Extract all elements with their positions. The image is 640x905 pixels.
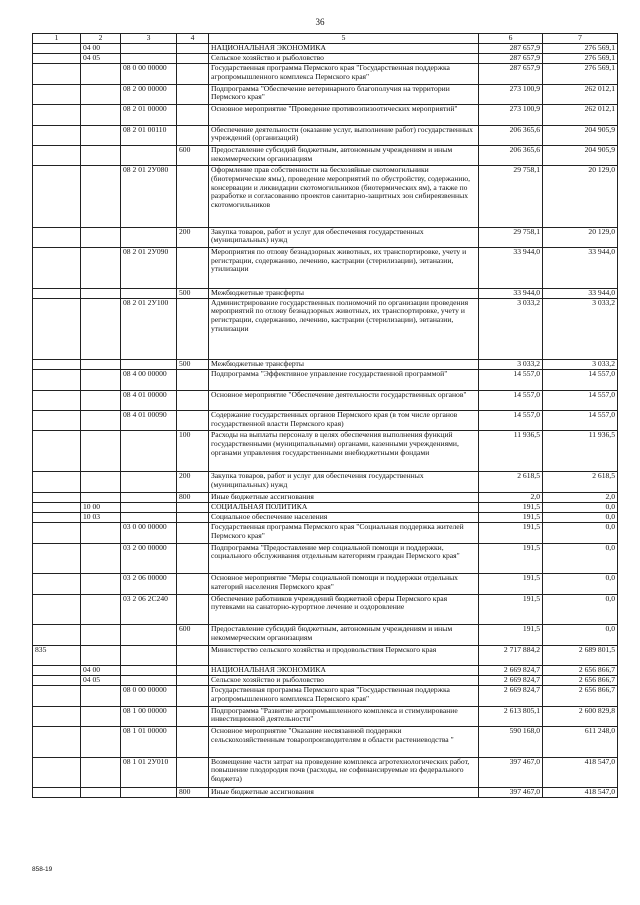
section-code [81,492,121,502]
department-code: 835 [33,645,81,665]
expense-type-code [177,370,209,390]
amount-year-1: 191,5 [479,594,543,625]
section-code: 10 03 [81,513,121,523]
amount-year-2: 276 569,1 [543,54,618,64]
section-code [81,288,121,298]
table-row [33,594,618,625]
table-row [33,502,618,512]
amount-year-2: 14 557,0 [543,390,618,410]
expense-type-code: 800 [177,492,209,502]
amount-year-1: 11 936,5 [479,431,543,472]
expense-type-code [177,502,209,512]
item-name: Межбюджетные трансферты [209,288,479,298]
amount-year-2: 3 033,2 [543,298,618,359]
department-code [33,706,81,726]
section-code [81,574,121,594]
department-code [33,247,81,288]
amount-year-1: 191,5 [479,523,543,543]
expense-type-code: 800 [177,788,209,798]
amount-year-1: 14 557,0 [479,370,543,390]
expense-type-code [177,105,209,125]
target-article-code: 03 2 00 00000 [121,543,177,574]
amount-year-1: 3 033,2 [479,298,543,359]
item-name: Основное мероприятие "Меры социальной помощи и поддержки отдельных категорий населения Пермского края" [209,574,479,594]
expense-type-code [177,757,209,788]
amount-year-2: 20 129,0 [543,227,618,247]
item-name: СОЦИАЛЬНАЯ ПОЛИТИКА [209,502,479,512]
section-code: 04 00 [81,665,121,675]
target-article-code: 08 2 00 00000 [121,84,177,104]
table-row [33,44,618,54]
item-name: Основное мероприятие "Проведение противоэпизоотических мероприятий" [209,105,479,125]
amount-year-1: 287 657,9 [479,64,543,84]
item-name: Государственная программа Пермского края "Государственная поддержка агропромышленного комплекса Пермского края" [209,64,479,84]
item-name: Сельское хозяйство и рыболовство [209,54,479,64]
expense-type-code [177,411,209,431]
section-code [81,431,121,472]
department-code [33,390,81,410]
amount-year-2: 2 689 801,5 [543,645,618,665]
amount-year-1: 2 669 824,7 [479,665,543,675]
amount-year-1: 2,0 [479,492,543,502]
item-name: Министерство сельского хозяйства и продовольствия Пермского края [209,645,479,665]
section-code [81,686,121,706]
amount-year-1: 397 467,0 [479,788,543,798]
expense-type-code [177,44,209,54]
department-code [33,513,81,523]
amount-year-1: 29 758,1 [479,227,543,247]
amount-year-2: 2 656 866,7 [543,676,618,686]
table-row [33,227,618,247]
amount-year-1: 206 365,6 [479,125,543,145]
item-name: Межбюджетные трансферты [209,360,479,370]
section-code [81,227,121,247]
item-name: Подпрограмма "Эффективное управление государственной программой" [209,370,479,390]
department-code [33,288,81,298]
expense-type-code: 500 [177,360,209,370]
table-row [33,625,618,645]
table-row [33,788,618,798]
target-article-code: 03 2 06 2С240 [121,594,177,625]
table-row [33,676,618,686]
header-cell: 6 [479,34,543,44]
table-row [33,686,618,706]
amount-year-2: 33 944,0 [543,288,618,298]
department-code [33,676,81,686]
amount-year-2: 204 905,9 [543,125,618,145]
item-name: Мероприятия по отлову безнадзорных животных, их транспортировке, учету и регистрации, содержанию, лечению, кастрации (стерилизации), эвтаназии, утилизации [209,247,479,288]
amount-year-2: 204 905,9 [543,145,618,165]
target-article-code [121,676,177,686]
item-name: Возмещение части затрат на проведение комплекса агротехнологических работ, повышение плодородия почв (расходы, не софинансируемые из федерального бюджета) [209,757,479,788]
department-code [33,574,81,594]
expense-type-code [177,676,209,686]
amount-year-2: 33 944,0 [543,247,618,288]
department-code [33,788,81,798]
department-code [33,64,81,84]
expense-type-code [177,686,209,706]
target-article-code [121,513,177,523]
table-row [33,390,618,410]
department-code [33,125,81,145]
section-code [81,411,121,431]
expense-type-code: 600 [177,145,209,165]
target-article-code: 03 0 00 00000 [121,523,177,543]
amount-year-2: 11 936,5 [543,431,618,472]
expense-type-code [177,523,209,543]
department-code [33,686,81,706]
header-cell: 7 [543,34,618,44]
item-name: Подпрограмма "Предоставление мер социальной помощи и поддержки, социального обслуживания отдельным категориям граждан Пермского края" [209,543,479,574]
expense-type-code: 200 [177,227,209,247]
amount-year-1: 2 717 884,2 [479,645,543,665]
amount-year-2: 3 033,2 [543,360,618,370]
section-code [81,360,121,370]
expense-type-code [177,574,209,594]
section-code [81,523,121,543]
target-article-code [121,502,177,512]
target-article-code: 08 2 01 2У090 [121,247,177,288]
section-code: 04 05 [81,54,121,64]
department-code [33,665,81,675]
expense-type-code [177,84,209,104]
amount-year-1: 191,5 [479,543,543,574]
amount-year-1: 2 618,5 [479,472,543,492]
target-article-code [121,145,177,165]
department-code [33,54,81,64]
target-article-code [121,472,177,492]
item-name: Закупка товаров, работ и услуг для обеспечения государственных (муниципальных) нужд [209,227,479,247]
amount-year-2: 20 129,0 [543,166,618,227]
item-name: Государственная программа Пермского края "Государственная поддержка агропромышленного комплекса Пермского края" [209,686,479,706]
section-code [81,645,121,665]
expense-type-code: 500 [177,288,209,298]
expense-type-code [177,543,209,574]
header-cell: 1 [33,34,81,44]
table-row [33,706,618,726]
target-article-code [121,788,177,798]
item-name: Содержание государственных органов Пермского края (в том числе органов государственной власти Пермского края) [209,411,479,431]
section-code [81,298,121,359]
department-code [33,227,81,247]
table-row [33,125,618,145]
table-row [33,757,618,788]
department-code [33,757,81,788]
section-code [81,125,121,145]
expense-type-code [177,298,209,359]
amount-year-2: 2 600 829,8 [543,706,618,726]
amount-year-1: 33 944,0 [479,288,543,298]
header-row [33,34,618,44]
amount-year-1: 206 365,6 [479,145,543,165]
item-name: Администрирование государственных полномочий по организации проведения мероприятий по отлову безнадзорных животных, их транспортировке, учету и регистрации, содержанию, лечению, кастрации (стерилизации), эвтаназии, утилизации [209,298,479,359]
header-cell: 3 [121,34,177,44]
item-name: Иные бюджетные ассигнования [209,492,479,502]
expense-type-code [177,513,209,523]
item-name: Сельское хозяйство и рыболовство [209,676,479,686]
expense-type-code [177,247,209,288]
section-code [81,472,121,492]
section-code [81,757,121,788]
expense-type-code [177,125,209,145]
section-code [81,370,121,390]
expense-type-code [177,390,209,410]
item-name: Подпрограмма "Развитие агропромышленного комплекса и стимулирование инвестиционной деятельности" [209,706,479,726]
target-article-code: 08 1 01 00000 [121,727,177,758]
department-code [33,145,81,165]
item-name: Закупка товаров, работ и услуг для обеспечения государственных (муниципальных) нужд [209,472,479,492]
budget-table [32,33,618,798]
section-code [81,390,121,410]
amount-year-2: 14 557,0 [543,370,618,390]
table-row [33,411,618,431]
section-code [81,788,121,798]
department-code [33,360,81,370]
target-article-code [121,360,177,370]
table-row [33,513,618,523]
amount-year-2: 262 012,1 [543,84,618,104]
header-cell: 5 [209,34,479,44]
target-article-code: 08 4 00 00000 [121,370,177,390]
item-name: Предоставление субсидий бюджетным, автономным учреждениям и иным некоммерческим организациям [209,625,479,645]
department-code [33,492,81,502]
department-code [33,727,81,758]
department-code [33,298,81,359]
amount-year-2: 0,0 [543,543,618,574]
amount-year-1: 191,5 [479,625,543,645]
target-article-code: 08 2 01 2У080 [121,166,177,227]
section-code [81,166,121,227]
expense-type-code [177,594,209,625]
target-article-code: 08 0 00 00000 [121,686,177,706]
amount-year-1: 191,5 [479,574,543,594]
section-code [81,543,121,574]
table-row [33,360,618,370]
amount-year-2: 418 547,0 [543,757,618,788]
item-name: Основное мероприятие "Обеспечение деятельности государственных органов" [209,390,479,410]
target-article-code: 03 2 06 00000 [121,574,177,594]
amount-year-1: 14 557,0 [479,390,543,410]
header-cell: 4 [177,34,209,44]
department-code [33,594,81,625]
department-code [33,431,81,472]
target-article-code [121,645,177,665]
target-article-code [121,665,177,675]
amount-year-2: 262 012,1 [543,105,618,125]
table-row [33,472,618,492]
section-code [81,727,121,758]
amount-year-2: 418 547,0 [543,788,618,798]
target-article-code [121,288,177,298]
amount-year-2: 2,0 [543,492,618,502]
amount-year-2: 14 557,0 [543,411,618,431]
department-code [33,411,81,431]
section-code [81,64,121,84]
amount-year-1: 287 657,9 [479,54,543,64]
item-name: Подпрограмма "Обеспечение ветеринарного благополучия на территории Пермского края" [209,84,479,104]
department-code [33,543,81,574]
item-name: НАЦИОНАЛЬНАЯ ЭКОНОМИКА [209,665,479,675]
target-article-code [121,54,177,64]
section-code: 10 00 [81,502,121,512]
expense-type-code [177,645,209,665]
target-article-code: 08 2 01 00110 [121,125,177,145]
table-row [33,431,618,472]
target-article-code [121,44,177,54]
department-code [33,84,81,104]
expense-type-code [177,166,209,227]
section-code [81,247,121,288]
item-name: Предоставление субсидий бюджетным, автономным учреждениям и иным некоммерческим организациям [209,145,479,165]
amount-year-1: 2 669 824,7 [479,676,543,686]
target-article-code: 08 2 01 00000 [121,105,177,125]
item-name: Государственная программа Пермского края "Социальная поддержка жителей Пермского края" [209,523,479,543]
amount-year-2: 276 569,1 [543,64,618,84]
amount-year-2: 276 569,1 [543,44,618,54]
department-code [33,370,81,390]
table-row [33,145,618,165]
target-article-code: 08 0 00 00000 [121,64,177,84]
target-article-code [121,227,177,247]
item-name: Иные бюджетные ассигнования [209,788,479,798]
page-number: 36 [315,17,325,27]
section-code [81,84,121,104]
header-cell: 2 [81,34,121,44]
department-code [33,625,81,645]
target-article-code: 08 2 01 2У100 [121,298,177,359]
amount-year-2: 0,0 [543,502,618,512]
item-name: Основное мероприятие "Оказание несвязанной поддержки сельскохозяйственным товаропроизводителям в области растениеводства " [209,727,479,758]
table-row [33,54,618,64]
table-row [33,523,618,543]
target-article-code: 08 4 01 00000 [121,390,177,410]
amount-year-1: 191,5 [479,513,543,523]
amount-year-1: 2 613 805,1 [479,706,543,726]
section-code [81,594,121,625]
target-article-code: 08 1 00 00000 [121,706,177,726]
expense-type-code [177,665,209,675]
table-row [33,84,618,104]
department-code [33,472,81,492]
department-code [33,166,81,227]
expense-type-code [177,54,209,64]
expense-type-code: 600 [177,625,209,645]
target-article-code: 08 1 01 2У010 [121,757,177,788]
table-row [33,370,618,390]
amount-year-1: 287 657,9 [479,44,543,54]
table-row [33,543,618,574]
expense-type-code: 100 [177,431,209,472]
amount-year-2: 0,0 [543,625,618,645]
department-code [33,502,81,512]
target-article-code [121,431,177,472]
table-row [33,665,618,675]
amount-year-1: 397 467,0 [479,757,543,788]
section-code [81,105,121,125]
section-code [81,625,121,645]
amount-year-2: 0,0 [543,594,618,625]
amount-year-2: 2 618,5 [543,472,618,492]
target-article-code: 08 4 01 00090 [121,411,177,431]
section-code: 04 00 [81,44,121,54]
amount-year-1: 33 944,0 [479,247,543,288]
amount-year-1: 191,5 [479,502,543,512]
table-row [33,247,618,288]
table-row [33,288,618,298]
amount-year-1: 2 669 824,7 [479,686,543,706]
expense-type-code [177,64,209,84]
expense-type-code [177,727,209,758]
section-code: 04 05 [81,676,121,686]
amount-year-1: 273 100,9 [479,105,543,125]
department-code [33,44,81,54]
table-row [33,574,618,594]
amount-year-2: 2 656 866,7 [543,686,618,706]
amount-year-1: 273 100,9 [479,84,543,104]
amount-year-1: 29 758,1 [479,166,543,227]
table-row [33,166,618,227]
item-name: Обеспечение деятельности (оказание услуг, выполнение работ) государственных учреждений (организаций) [209,125,479,145]
table-row [33,727,618,758]
amount-year-2: 2 656 866,7 [543,665,618,675]
amount-year-2: 0,0 [543,574,618,594]
table-row [33,492,618,502]
section-code [81,145,121,165]
amount-year-2: 611 248,0 [543,727,618,758]
table-row [33,645,618,665]
target-article-code [121,492,177,502]
item-name: Расходы на выплаты персоналу в целях обеспечения выполнения функций государственными (муниципальными) органами, казенными учреждениями, органами управления государственными внебюджетными фондами [209,431,479,472]
amount-year-2: 0,0 [543,513,618,523]
item-name: НАЦИОНАЛЬНАЯ ЭКОНОМИКА [209,44,479,54]
table-row [33,298,618,359]
amount-year-1: 3 033,2 [479,360,543,370]
section-code [81,706,121,726]
amount-year-2: 0,0 [543,523,618,543]
table-row [33,105,618,125]
item-name: Оформление прав собственности на бесхозяйные скотомогильники (биотермические ямы), проведение мероприятий по обустройству, содержанию, консервации и ликвидации скотомогильников (биотермических ям), а также по разработке и согласованию проектов санитарно-защитных зон сибиреязвенных скотомогильников [209,166,479,227]
department-code [33,523,81,543]
table-row [33,64,618,84]
expense-type-code [177,706,209,726]
item-name: Социальное обеспечение населения [209,513,479,523]
target-article-code [121,625,177,645]
expense-type-code: 200 [177,472,209,492]
item-name: Обеспечение работников учреждений бюджетной сферы Пермского края путевками на санаторно-курортное лечение и оздоровление [209,594,479,625]
department-code [33,105,81,125]
amount-year-1: 14 557,0 [479,411,543,431]
footer-code: 858-19 [32,866,53,873]
amount-year-1: 590 168,0 [479,727,543,758]
